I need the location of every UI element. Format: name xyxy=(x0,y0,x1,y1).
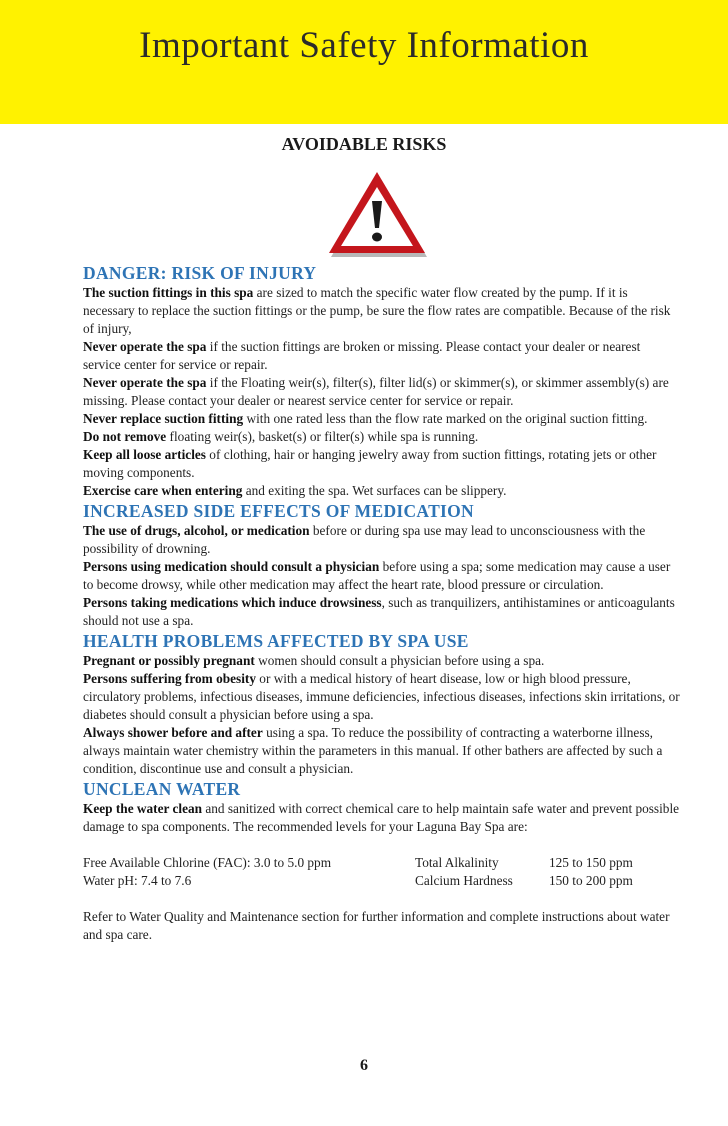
spacer xyxy=(83,836,681,854)
bold-lead: Do not remove xyxy=(83,429,167,444)
section-heading: UNCLEAN WATER xyxy=(83,779,241,799)
bold-lead: Exercise care when entering xyxy=(83,483,243,498)
section-health-problems xyxy=(83,630,681,778)
header-banner xyxy=(0,0,728,124)
paragraph-text: of clothing, hair or hanging jewelry away from suction fittings, rotating jets or other moving components. xyxy=(83,447,657,480)
level-value: 150 to 200 ppm xyxy=(549,873,633,888)
level-label: Calcium Hardness xyxy=(415,873,513,888)
paragraph-text: and sanitized with correct chemical care to help maintain safe water and prevent possible damage to spa components. The recommended levels for your Laguna Bay Spa are: xyxy=(83,801,680,834)
paragraph xyxy=(83,800,681,836)
bold-lead: Persons using medication should consult a physician xyxy=(83,559,380,574)
level-label: Total Alkalinity xyxy=(415,855,499,870)
bold-lead: Keep the water clean xyxy=(83,801,203,816)
paragraph xyxy=(83,594,681,630)
section-heading: HEALTH PROBLEMS AFFECTED BY SPA USE xyxy=(83,631,469,651)
paragraph xyxy=(83,446,681,482)
page-number: 6 xyxy=(360,1057,368,1074)
section-heading: DANGER: RISK OF INJURY xyxy=(83,263,317,283)
bold-lead: The use of drugs, alcohol, or medication xyxy=(83,523,310,538)
paragraph-text: before using a spa; some medication may cause a user to become drowsy, while other medication may affect the heart rate, blood pressure or circulation. xyxy=(83,559,671,592)
water-levels-row xyxy=(83,872,681,890)
bold-lead: Always shower before and after xyxy=(83,725,263,740)
level-left: Free Available Chlorine (FAC): 3.0 to 5.0 ppm xyxy=(83,855,332,870)
section-subtitle: AVOIDABLE RISKS xyxy=(281,134,447,154)
paragraph xyxy=(83,410,681,428)
paragraph xyxy=(83,522,681,558)
paragraph-text: women should consult a physician before using a spa. xyxy=(254,653,545,668)
paragraph-text: with one rated less than the flow rate marked on the original suction fitting. xyxy=(243,411,648,426)
page-title: Important Safety Information xyxy=(139,25,589,66)
bold-lead: Persons suffering from obesity xyxy=(83,671,256,686)
paragraph-text: using a spa. To reduce the possibility of contracting a waterborne illness, always maintain water chemistry within the parameters in this manual. If other bathers are affected by such a condition, discontinue use and consult a physician. xyxy=(83,725,663,776)
paragraph-text: are sized to match the specific water flow created by the pump. If it is necessary to replace the suction fittings or the pump, be sure the flow rates are compatible. Because of the risk of injury, xyxy=(83,285,671,336)
bold-lead: Persons taking medications which induce drowsiness xyxy=(83,595,382,610)
section-medication xyxy=(83,500,681,630)
section-unclean-water xyxy=(83,778,681,836)
paragraph-text: or with a medical history of heart disease, low or high blood pressure, circulatory problems, infectious diseases, immune deficiencies, infectious diseases, infections skin irritations, or diabetes should consult a physician before using a spa. xyxy=(83,671,680,722)
bold-lead: Never operate the spa xyxy=(83,375,207,390)
paragraph xyxy=(83,652,681,670)
water-levels-row xyxy=(83,854,681,872)
section-risk-of-injury xyxy=(83,262,681,500)
paragraph-text: if the suction fittings are broken or missing. Please contact your dealer or nearest service center for service or repair. xyxy=(83,339,641,372)
warning-triangle-icon xyxy=(326,170,432,262)
level-value: 125 to 150 ppm xyxy=(549,855,633,870)
paragraph-text: floating weir(s), basket(s) or filter(s) while spa is running. xyxy=(166,429,479,444)
section-heading: INCREASED SIDE EFFECTS OF MEDICATION xyxy=(83,501,474,521)
paragraph-text: , such as tranquilizers, antihistamines or anticoagulants should not use a spa. xyxy=(83,595,675,628)
footer-note: Refer to Water Quality and Maintenance section for further information and complete instructions about water and spa care. xyxy=(83,909,670,942)
paragraph xyxy=(83,338,681,374)
paragraph-text: if the Floating weir(s), filter(s), filter lid(s) or skimmer(s), or skimmer assembly(s) are missing. Please contact your dealer or nearest service center for service or repair. xyxy=(83,375,669,408)
paragraph xyxy=(83,284,681,338)
bold-lead: Never operate the spa xyxy=(83,339,207,354)
content-body xyxy=(83,262,681,944)
paragraph xyxy=(83,724,681,778)
paragraph xyxy=(83,428,681,446)
paragraph xyxy=(83,374,681,410)
bold-lead: Never replace suction fitting xyxy=(83,411,244,426)
paragraph xyxy=(83,558,681,594)
bold-lead: The suction fittings in this spa xyxy=(83,285,254,300)
level-left: Water pH: 7.4 to 7.6 xyxy=(83,873,192,888)
paragraph-text: and exiting the spa. Wet surfaces can be slippery. xyxy=(242,483,507,498)
paragraph xyxy=(83,482,681,500)
bold-lead: Keep all loose articles xyxy=(83,447,206,462)
paragraph-text: before or during spa use may lead to unconsciousness with the possibility of drowning. xyxy=(83,523,646,556)
spacer xyxy=(83,890,681,908)
paragraph xyxy=(83,670,681,724)
bold-lead: Pregnant or possibly pregnant xyxy=(83,653,255,668)
